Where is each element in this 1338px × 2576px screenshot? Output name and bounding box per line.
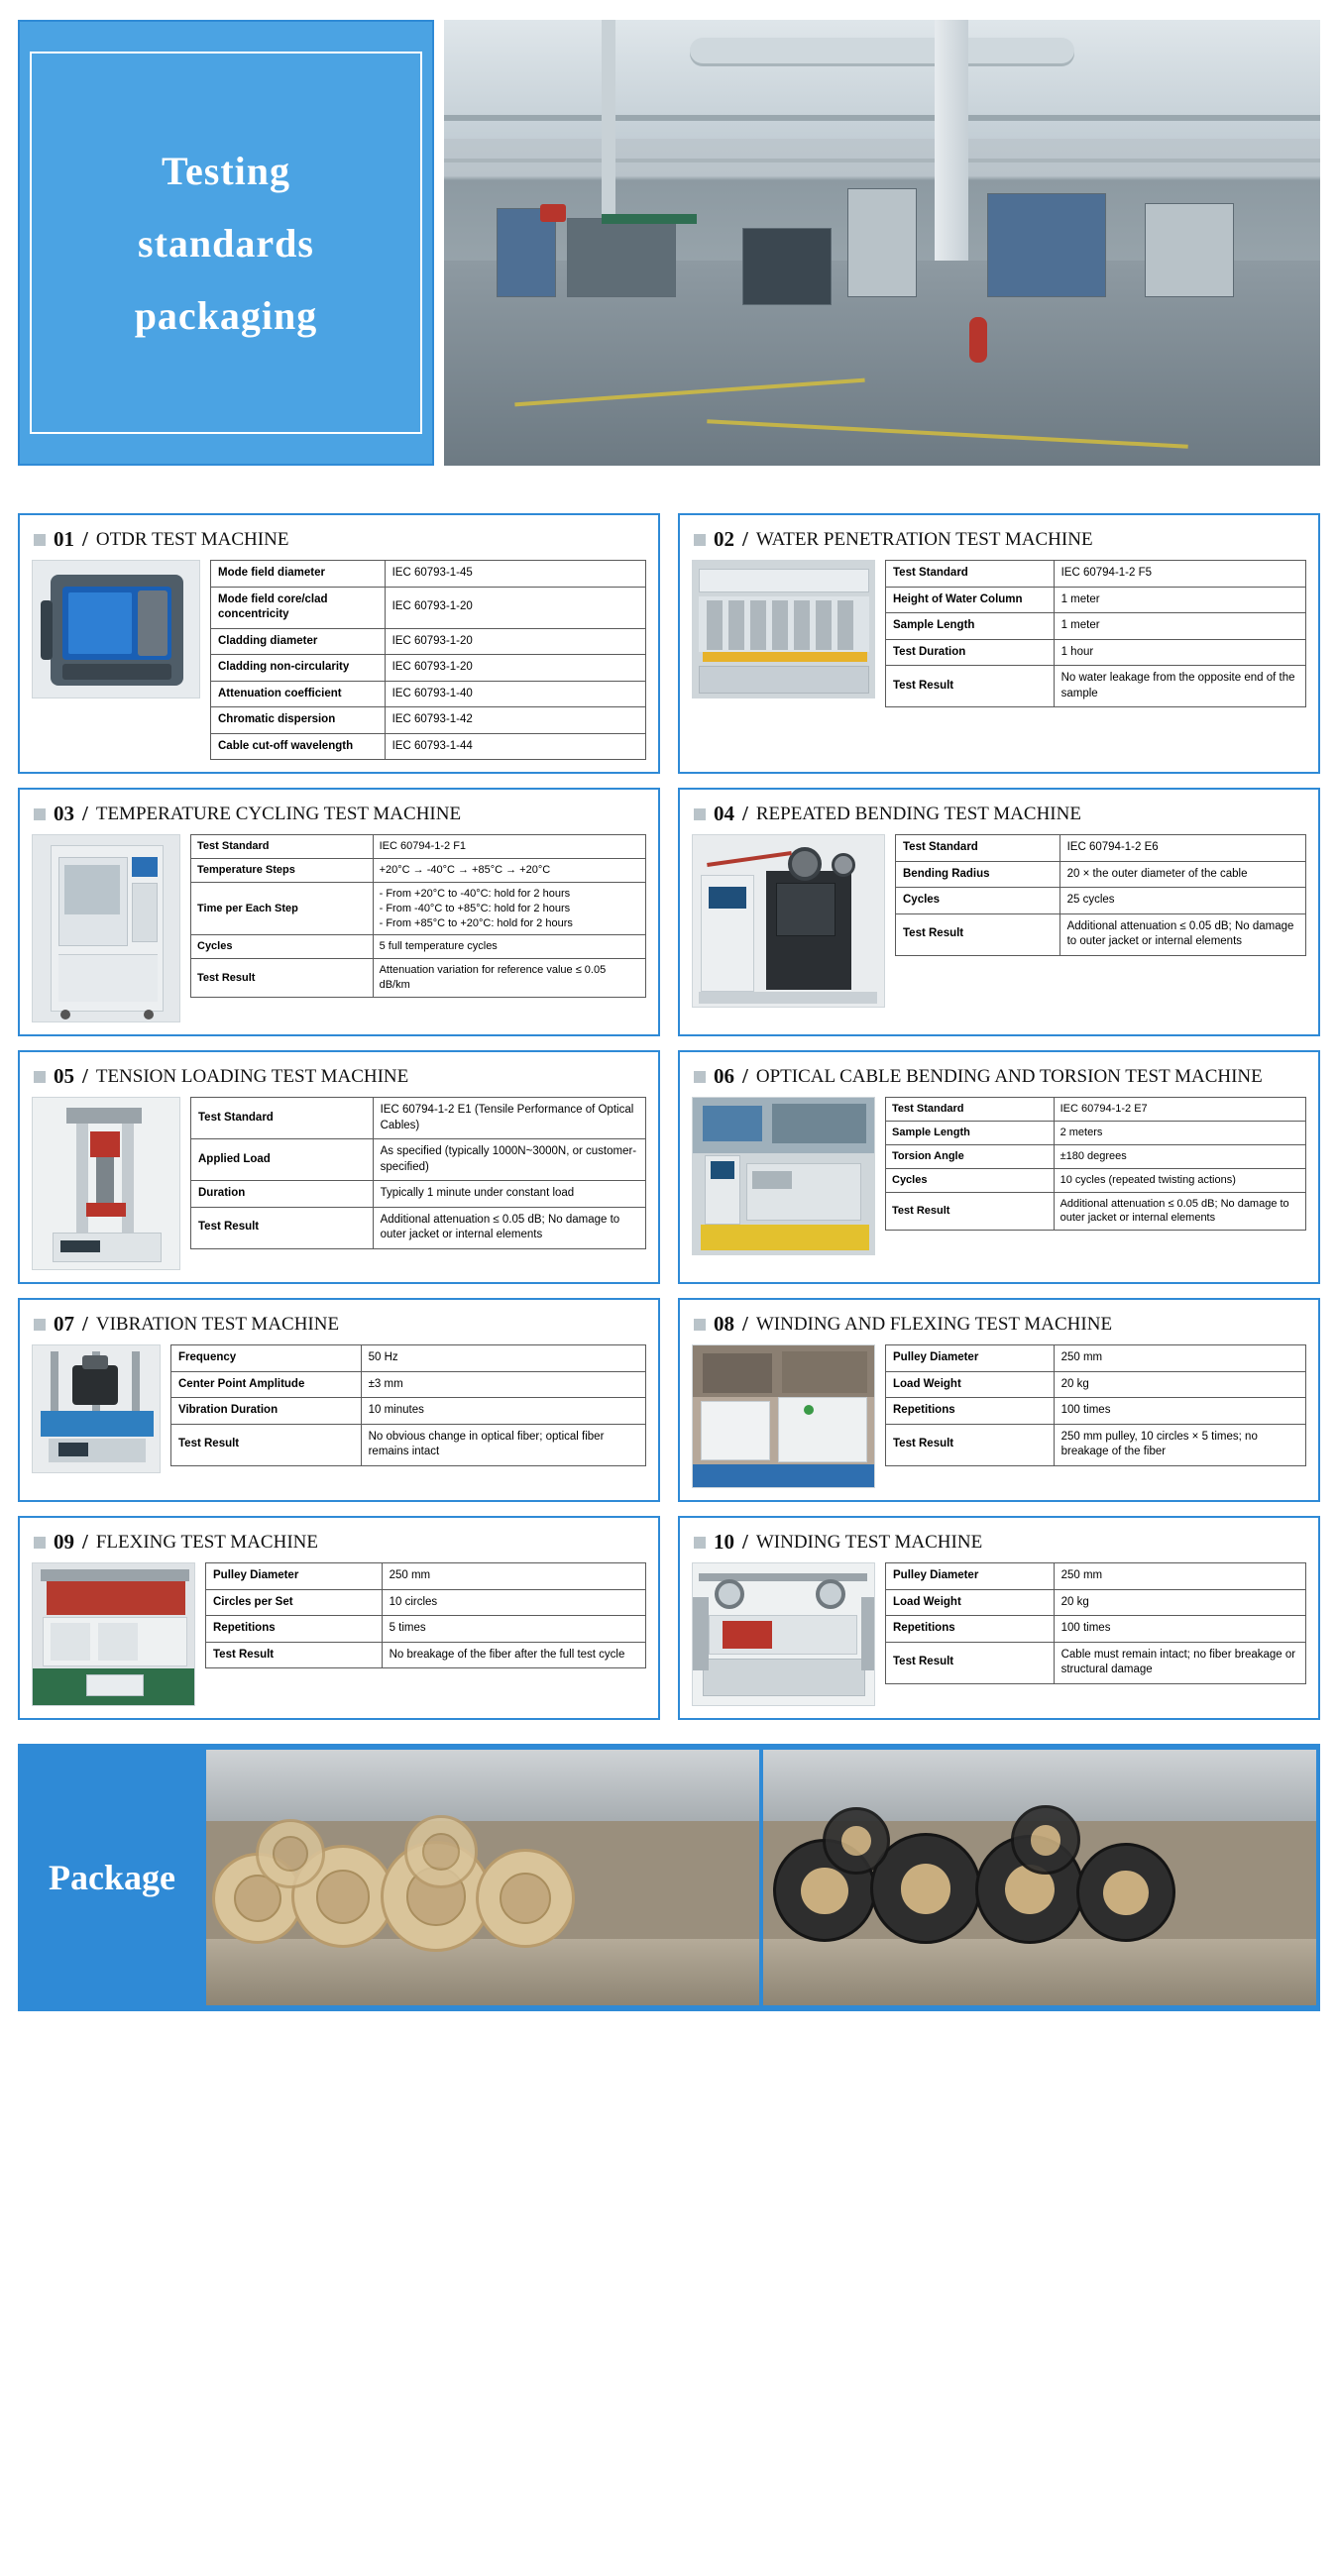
table-row [886,639,1306,666]
card-07-title: VIBRATION TEST MACHINE [95,1313,340,1335]
table-row [171,1345,646,1372]
spec-value: IEC 60793-1-42 [385,707,645,734]
spec-value: 250 mm pulley, 10 circles × 5 times; no breakage of the fiber [1054,1424,1305,1465]
spec-value: IEC 60794-1-2 F1 [373,835,645,859]
card-03-table-body [191,835,646,998]
spec-value: 10 cycles (repeated twisting actions) [1054,1168,1305,1192]
table-row [191,882,646,935]
spec-value: No obvious change in optical fiber; optical fiber remains intact [361,1424,645,1465]
package-label: Package [49,1858,175,1898]
card-10-table-body [886,1563,1306,1684]
table-row [886,1398,1306,1425]
card-01-table-body [211,561,646,760]
card-06 [678,1050,1320,1284]
card-05-photo [32,1097,180,1270]
card-07-number: 07 [54,1312,74,1337]
table-row [896,835,1306,862]
card-10 [678,1516,1320,1720]
card-10-photo [692,1562,875,1706]
card-08-number: 08 [714,1312,734,1337]
spec-key: Load Weight [886,1371,1055,1398]
spec-key: Cladding diameter [211,628,386,655]
table-row [191,1181,646,1208]
spec-key: Test Result [886,666,1055,707]
spec-value: IEC 60793-1-40 [385,681,645,707]
spec-key: Chromatic dispersion [211,707,386,734]
card-10-separator: / [742,1530,748,1555]
spec-key: Height of Water Column [886,587,1055,613]
spec-key: Circles per Set [206,1589,383,1616]
card-10-title: WINDING TEST MACHINE [755,1531,983,1553]
card-01-separator: / [82,527,88,551]
card-01-header [34,527,646,552]
table-row [171,1398,646,1425]
spec-key: Temperature Steps [191,858,374,882]
spec-value: Typically 1 minute under constant load [373,1181,645,1208]
spec-key: Attenuation coefficient [211,681,386,707]
spec-value: - From +20°C to -40°C: hold for 2 hours - From -40°C to +85°C: hold for 2 hours - From +85°C to +20°C: hold for 2 hours [373,882,645,935]
spec-key: Cycles [896,888,1060,914]
table-row [886,1616,1306,1643]
card-09-separator: / [82,1530,88,1555]
card-06-table-body [886,1098,1306,1231]
card-05-header [34,1064,646,1089]
spec-value: 100 times [1054,1616,1305,1643]
spec-key: Load Weight [886,1589,1055,1616]
card-07-table-body [171,1345,646,1466]
card-09-header [34,1530,646,1555]
spec-value: 250 mm [1054,1563,1305,1590]
table-row [206,1616,646,1643]
spec-key: Torsion Angle [886,1144,1055,1168]
card-07-photo [32,1344,161,1473]
spec-key: Sample Length [886,1121,1055,1144]
table-row [886,1168,1306,1192]
card-08-table-body [886,1345,1306,1466]
spec-value: 2 meters [1054,1121,1305,1144]
table-row [886,1589,1306,1616]
card-06-header [694,1064,1306,1089]
card-09 [18,1516,660,1720]
spec-value: 1 meter [1054,587,1305,613]
spec-key: Test Standard [886,561,1055,588]
card-04-number: 04 [714,802,734,826]
hero-title-line-2: standards [138,220,314,266]
table-row [191,858,646,882]
table-row [886,1098,1306,1122]
table-row [211,561,646,588]
card-01-number: 01 [54,527,74,551]
table-row [886,1121,1306,1144]
spec-value: IEC 60793-1-20 [385,587,645,628]
card-10-number: 10 [714,1530,734,1555]
spec-key: Test Result [886,1424,1055,1465]
spec-key: Time per Each Step [191,882,374,935]
table-row [211,655,646,682]
spec-value: 20 kg [1054,1589,1305,1616]
table-row [886,1642,1306,1683]
card-09-title: FLEXING TEST MACHINE [95,1531,318,1553]
card-04-header [694,802,1306,826]
square-bullet-icon [694,534,706,546]
hero-photo [444,20,1320,466]
spec-key: Pulley Diameter [206,1563,383,1590]
card-03-table [190,834,646,998]
table-row [171,1371,646,1398]
table-row [211,733,646,760]
card-05-title: TENSION LOADING TEST MACHINE [95,1065,409,1087]
table-row [886,1144,1306,1168]
spec-value: 10 minutes [361,1398,645,1425]
table-row [886,1192,1306,1231]
card-03-number: 03 [54,802,74,826]
spec-value: 20 × the outer diameter of the cable [1059,861,1305,888]
spec-value: ±180 degrees [1054,1144,1305,1168]
table-row [886,1345,1306,1372]
table-row [191,1098,646,1139]
spec-value: IEC 60794-1-2 E6 [1059,835,1305,862]
card-07-table [170,1344,646,1466]
spec-value: No breakage of the fiber after the full test cycle [382,1642,645,1668]
square-bullet-icon [34,534,46,546]
card-04-separator: / [742,802,748,826]
card-09-table [205,1562,646,1668]
spec-key: Applied Load [191,1139,374,1181]
table-row [896,913,1306,955]
card-01-title: OTDR TEST MACHINE [95,528,289,550]
spec-value: 100 times [1054,1398,1305,1425]
card-03-photo [32,834,180,1022]
package-banner [18,1744,1320,2011]
card-02-photo [692,560,875,698]
spec-value: 5 times [382,1616,645,1643]
spec-key: Cable cut-off wavelength [211,733,386,760]
spec-key: Cycles [886,1168,1055,1192]
card-03-title: TEMPERATURE CYCLING TEST MACHINE [95,803,462,824]
package-photo-left [206,1750,759,2005]
table-row [886,1424,1306,1465]
square-bullet-icon [694,1319,706,1331]
spec-key: Repetitions [206,1616,383,1643]
table-row [886,1563,1306,1590]
spec-value: IEC 60794-1-2 F5 [1054,561,1305,588]
spec-value: IEC 60793-1-20 [385,628,645,655]
spec-value: IEC 60793-1-20 [385,655,645,682]
package-photo-right [763,1750,1316,2005]
card-08-table [885,1344,1306,1466]
card-04-title: REPEATED BENDING TEST MACHINE [755,803,1081,824]
card-08 [678,1298,1320,1502]
card-05-table [190,1097,646,1249]
spec-key: Test Standard [896,835,1060,862]
spec-value: Attenuation variation for reference value ≤ 0.05 dB/km [373,959,645,998]
card-02-header [694,527,1306,552]
card-06-separator: / [742,1064,748,1089]
card-07 [18,1298,660,1502]
spec-value: IEC 60794-1-2 E1 (Tensile Performance of Optical Cables) [373,1098,645,1139]
hero-section [0,0,1338,495]
spec-value: As specified (typically 1000N~3000N, or customer-specified) [373,1139,645,1181]
card-08-separator: / [742,1312,748,1337]
card-07-header [34,1312,646,1337]
spec-key: Repetitions [886,1398,1055,1425]
card-08-header [694,1312,1306,1337]
table-row [886,666,1306,707]
card-01-photo [32,560,200,698]
card-03 [18,788,660,1036]
card-09-number: 09 [54,1530,74,1555]
card-04-photo [692,834,885,1008]
table-row [191,835,646,859]
table-row [211,628,646,655]
spec-value: 1 meter [1054,613,1305,640]
card-08-photo [692,1344,875,1488]
table-row [886,613,1306,640]
spec-key: Bending Radius [896,861,1060,888]
spec-value: Cable must remain intact; no fiber breakage or structural damage [1054,1642,1305,1683]
card-07-separator: / [82,1312,88,1337]
spec-key: Test Standard [191,835,374,859]
card-05-table-body [191,1098,646,1249]
card-06-title: OPTICAL CABLE BENDING AND TORSION TEST MACHINE [755,1065,1263,1087]
spec-value: 5 full temperature cycles [373,935,645,959]
card-02 [678,513,1320,774]
hero-title-inner [30,52,422,434]
spec-key: Test Duration [886,639,1055,666]
table-row [206,1642,646,1668]
card-09-table-body [206,1563,646,1668]
spec-key: Repetitions [886,1616,1055,1643]
spec-key: Mode field diameter [211,561,386,588]
square-bullet-icon [34,1071,46,1083]
card-08-title: WINDING AND FLEXING TEST MACHINE [755,1313,1113,1335]
spec-value: IEC 60793-1-45 [385,561,645,588]
card-03-header [34,802,646,826]
card-01-table [210,560,646,760]
card-06-table [885,1097,1306,1231]
spec-key: Test Result [886,1192,1055,1231]
spec-value: IEC 60794-1-2 E7 [1054,1098,1305,1122]
card-06-number: 06 [714,1064,734,1089]
square-bullet-icon [694,808,706,820]
spec-key: Pulley Diameter [886,1345,1055,1372]
square-bullet-icon [694,1537,706,1549]
table-row [191,1207,646,1248]
card-09-photo [32,1562,195,1706]
square-bullet-icon [34,1319,46,1331]
spec-key: Mode field core/clad concentricity [211,587,386,628]
table-row [896,861,1306,888]
table-row [211,587,646,628]
card-04-table-body [896,835,1306,956]
card-04-table [895,834,1306,956]
card-10-header [694,1530,1306,1555]
spec-key: Test Result [886,1642,1055,1683]
card-05-number: 05 [54,1064,74,1089]
spec-key: Cycles [191,935,374,959]
spec-value: 250 mm [1054,1345,1305,1372]
hero-title-line-3: packaging [134,292,318,338]
spec-value: No water leakage from the opposite end of the sample [1054,666,1305,707]
table-row [191,1139,646,1181]
card-02-table-body [886,561,1306,707]
square-bullet-icon [34,808,46,820]
table-row [206,1563,646,1590]
spec-key: Duration [191,1181,374,1208]
card-02-table [885,560,1306,707]
spec-key: Cladding non-circularity [211,655,386,682]
spec-key: Frequency [171,1345,362,1372]
spec-value: IEC 60793-1-44 [385,733,645,760]
card-10-table [885,1562,1306,1684]
square-bullet-icon [694,1071,706,1083]
spec-value: Additional attenuation ≤ 0.05 dB; No damage to outer jacket or internal elements [373,1207,645,1248]
spec-key: Test Standard [886,1098,1055,1122]
table-row [206,1589,646,1616]
spec-key: Vibration Duration [171,1398,362,1425]
spec-key: Pulley Diameter [886,1563,1055,1590]
spec-value: 25 cycles [1059,888,1305,914]
spec-value: ±3 mm [361,1371,645,1398]
square-bullet-icon [34,1537,46,1549]
spec-value: 50 Hz [361,1345,645,1372]
card-04 [678,788,1320,1036]
card-05 [18,1050,660,1284]
spec-value: 250 mm [382,1563,645,1590]
card-01 [18,513,660,774]
hero-title-box [18,20,434,466]
card-06-photo [692,1097,875,1255]
table-row [211,707,646,734]
spec-key: Test Result [171,1424,362,1465]
spec-key: Center Point Amplitude [171,1371,362,1398]
spec-value: 10 circles [382,1589,645,1616]
table-row [886,587,1306,613]
spec-key: Test Standard [191,1098,374,1139]
table-row [171,1424,646,1465]
spec-value: +20°C → -40°C → +85°C → +20°C [373,858,645,882]
card-02-number: 02 [714,527,734,551]
test-machines-grid [0,495,1338,1738]
table-row [191,959,646,998]
table-row [886,1371,1306,1398]
card-03-separator: / [82,802,88,826]
table-row [211,681,646,707]
hero-title-line-1: Testing [161,148,290,193]
spec-key: Test Result [191,959,374,998]
spec-key: Test Result [896,913,1060,955]
table-row [896,888,1306,914]
card-02-separator: / [742,527,748,551]
spec-key: Test Result [206,1642,383,1668]
table-row [886,561,1306,588]
spec-value: Additional attenuation ≤ 0.05 dB; No damage to outer jacket or internal elements [1059,913,1305,955]
table-row [191,935,646,959]
spec-value: 1 hour [1054,639,1305,666]
card-05-separator: / [82,1064,88,1089]
spec-key: Test Result [191,1207,374,1248]
spec-value: 20 kg [1054,1371,1305,1398]
spec-value: Additional attenuation ≤ 0.05 dB; No damage to outer jacket or internal elements [1054,1192,1305,1231]
spec-key: Sample Length [886,613,1055,640]
card-02-title: WATER PENETRATION TEST MACHINE [755,528,1093,550]
